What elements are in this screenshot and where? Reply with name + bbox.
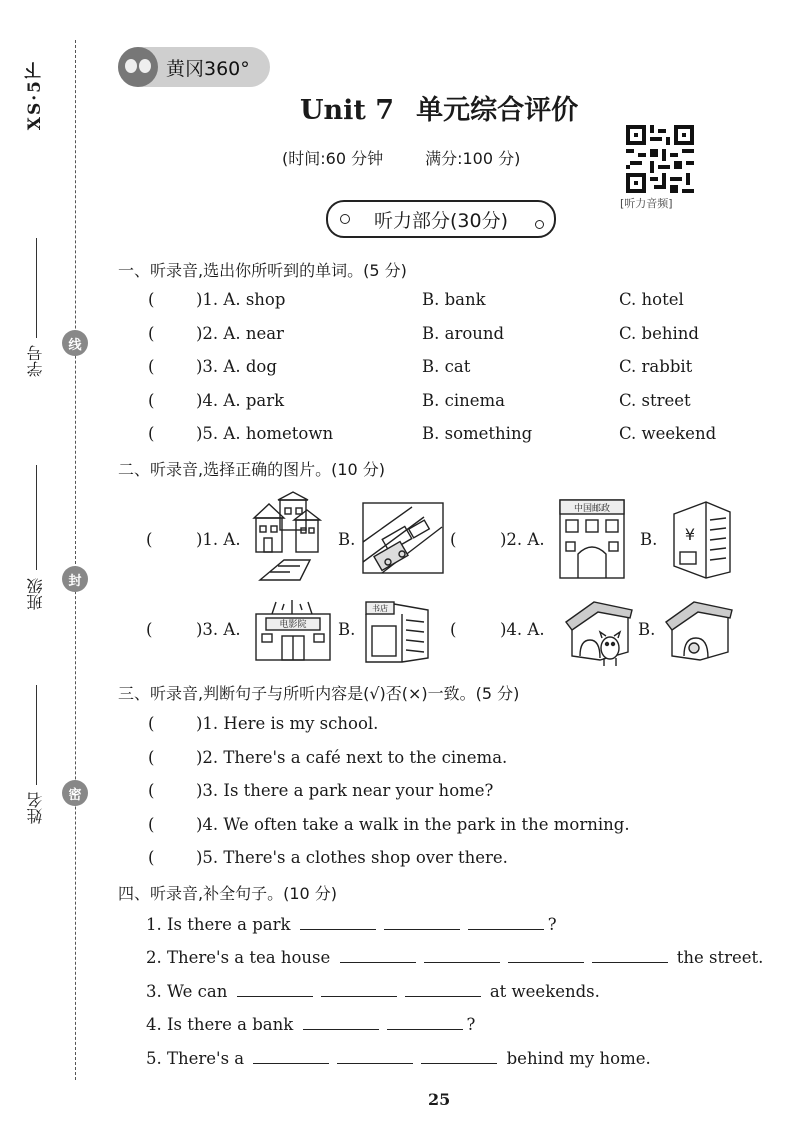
option-a: )3. A. dog: [196, 357, 277, 376]
option-b: B. cat: [422, 357, 471, 376]
answer-paren[interactable]: (: [148, 848, 155, 867]
answer-paren[interactable]: (: [146, 530, 153, 549]
answer-paren[interactable]: (: [148, 290, 155, 309]
sentence-end: the street.: [676, 948, 764, 967]
answer-paren[interactable]: (: [146, 620, 153, 639]
blank-field[interactable]: [384, 915, 460, 930]
title-unit: Unit 7: [300, 95, 395, 126]
street-cars-picture[interactable]: [362, 502, 444, 574]
book-code: XS·5下: [25, 60, 45, 131]
sentence-end: ?: [466, 1015, 476, 1034]
blank-field[interactable]: [237, 982, 313, 997]
post-office-sign: 中国邮政: [573, 504, 611, 514]
exam-meta: [282, 146, 520, 169]
pic-q2-label-a: )2. A.: [500, 530, 545, 549]
option-c: C. behind: [619, 324, 699, 343]
class-label: 班级: [26, 578, 45, 610]
exam-score: 满分:100 分): [425, 149, 521, 168]
blank-field[interactable]: [468, 915, 544, 930]
brand-badge: [118, 47, 270, 87]
sentence-end: behind my home.: [506, 1049, 651, 1068]
option-a: )5. A. hometown: [196, 424, 334, 443]
section4-heading: 四、听录音,补全句子。(10 分): [118, 884, 338, 903]
sentence-start: 4. Is there a bank: [146, 1015, 294, 1034]
fill-sentence: [146, 1049, 651, 1068]
fold-line: [75, 40, 76, 1080]
svg-text:¥: ¥: [684, 525, 696, 544]
answer-paren[interactable]: (: [148, 391, 155, 410]
bookstore-picture[interactable]: [362, 600, 434, 664]
brand-logo-icon: [118, 47, 158, 87]
dog-house-dog-picture[interactable]: [560, 596, 636, 668]
judge-sentence: )5. There's a clothes shop over there.: [196, 848, 508, 867]
pic-q3-label-a: )3. A.: [196, 620, 241, 639]
student-number-line[interactable]: [36, 238, 37, 338]
answer-paren[interactable]: (: [148, 748, 155, 767]
section2-heading: 二、听录音,选择正确的图片。(10 分): [118, 460, 386, 479]
answer-paren[interactable]: (: [450, 530, 457, 549]
pic-q3-label-b: B.: [338, 620, 356, 639]
blank-field[interactable]: [303, 1015, 379, 1030]
class-line[interactable]: [36, 465, 37, 570]
pic-q1-label-a: )1. A.: [196, 530, 241, 549]
blank-field[interactable]: [421, 1049, 497, 1064]
page-number: 25: [428, 1090, 451, 1109]
sentence-end: ?: [547, 915, 557, 934]
judge-sentence: )3. Is there a park near your home?: [196, 781, 494, 800]
blank-field[interactable]: [387, 1015, 463, 1030]
answer-paren[interactable]: (: [148, 781, 155, 800]
pic-q1-label-b: B.: [338, 530, 356, 549]
sentence-end: at weekends.: [489, 982, 600, 1001]
qr-code-icon[interactable]: [626, 125, 694, 193]
sentence-start: 1. Is there a park: [146, 915, 291, 934]
blank-field[interactable]: [508, 948, 584, 963]
page-title: [300, 88, 578, 127]
bookstore-sign: 书店: [372, 604, 388, 613]
dog-house-picture[interactable]: [660, 598, 736, 664]
blank-field[interactable]: [424, 948, 500, 963]
seal-secret: 密: [62, 780, 88, 806]
listening-section-banner: 听力部分(30分): [326, 200, 556, 238]
seal-line: 线: [62, 330, 88, 356]
option-a: )1. A. shop: [196, 290, 286, 309]
answer-paren[interactable]: (: [148, 424, 155, 443]
fill-sentence: [146, 948, 763, 967]
option-b: B. something: [422, 424, 533, 443]
fill-sentence: [146, 1015, 475, 1034]
option-c: C. weekend: [619, 424, 717, 443]
pic-q4-label-b: B.: [638, 620, 656, 639]
option-b: B. cinema: [422, 391, 506, 410]
blank-field[interactable]: [340, 948, 416, 963]
qr-caption: [听力音频]: [620, 197, 673, 210]
cinema-sign: 电影院: [279, 620, 307, 630]
fill-sentence: [146, 982, 600, 1001]
blank-field[interactable]: [337, 1049, 413, 1064]
sentence-start: 5. There's a: [146, 1049, 245, 1068]
blank-field[interactable]: [405, 982, 481, 997]
bank-picture[interactable]: [666, 494, 738, 580]
blank-field[interactable]: [321, 982, 397, 997]
answer-paren[interactable]: (: [148, 357, 155, 376]
pic-q2-label-b: B.: [640, 530, 658, 549]
name-label: 姓名: [26, 792, 45, 824]
exam-time: (时间:60 分钟: [282, 149, 384, 168]
judge-sentence: )2. There's a café next to the cinema.: [196, 748, 508, 767]
sentence-start: 3. We can: [146, 982, 228, 1001]
answer-paren[interactable]: (: [148, 714, 155, 733]
option-c: C. street: [619, 391, 691, 410]
answer-paren[interactable]: (: [148, 324, 155, 343]
option-c: C. rabbit: [619, 357, 693, 376]
section1-heading: 一、听录音,选出你所听到的单词。(5 分): [118, 261, 407, 280]
student-number-label: 学号: [26, 345, 45, 377]
option-a: )2. A. near: [196, 324, 284, 343]
buildings-picture[interactable]: [250, 490, 322, 582]
seal-seal: 封: [62, 566, 88, 592]
title-cn: 单元综合评价: [416, 95, 579, 126]
option-c: C. hotel: [619, 290, 684, 309]
name-line[interactable]: [36, 685, 37, 785]
judge-sentence: )1. Here is my school.: [196, 714, 379, 733]
blank-field[interactable]: [253, 1049, 329, 1064]
sentence-start: 2. There's a tea house: [146, 948, 331, 967]
pic-q4-label-a: )4. A.: [500, 620, 545, 639]
answer-paren[interactable]: (: [450, 620, 457, 639]
blank-field[interactable]: [592, 948, 668, 963]
section3-heading: 三、听录音,判断句子与所听内容是(√)否(×)一致。(5 分): [118, 684, 520, 703]
cinema-picture[interactable]: [252, 600, 334, 662]
fill-sentence: [146, 915, 557, 934]
option-b: B. bank: [422, 290, 486, 309]
blank-field[interactable]: [300, 915, 376, 930]
post-office-picture[interactable]: [556, 496, 628, 580]
option-a: )4. A. park: [196, 391, 285, 410]
option-b: B. around: [422, 324, 505, 343]
answer-paren[interactable]: (: [148, 815, 155, 834]
brand-name: 黄冈360°: [166, 57, 250, 80]
judge-sentence: )4. We often take a walk in the park in the morning.: [196, 815, 630, 834]
